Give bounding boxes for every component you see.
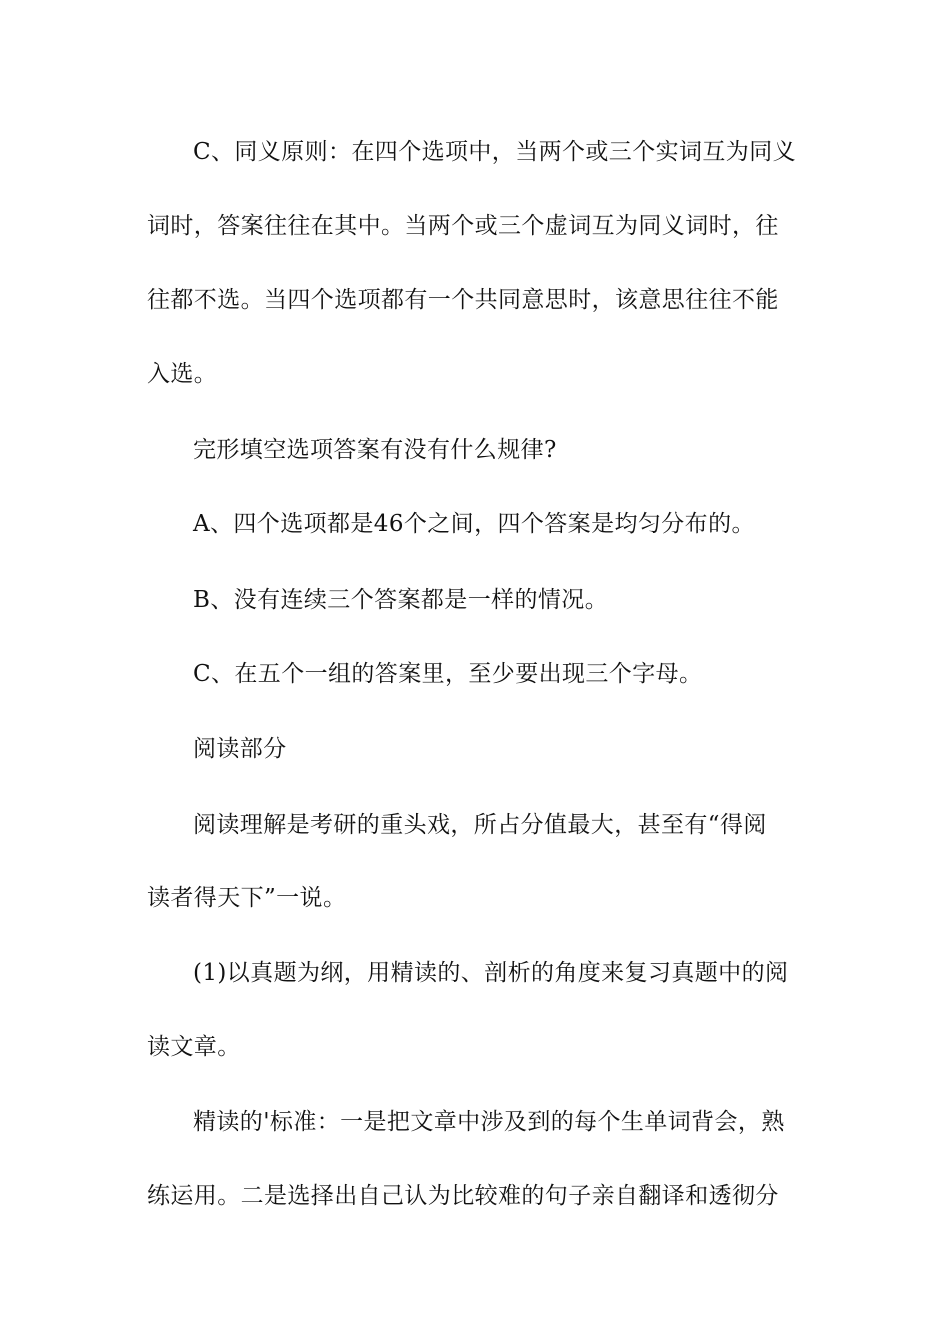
text-line: 精读的'标准：一是把文章中涉及到的每个生单词背会，熟: [193, 1109, 785, 1135]
text-line: 入选。: [147, 361, 218, 387]
text-line: 往都不选。当四个选项都有一个共同意思时，该意思往往不能: [147, 287, 779, 313]
text-line: A、四个选项都是46个之间，四个答案是均匀分布的。: [193, 511, 755, 537]
text-line: 读者得天下”一说。: [147, 885, 347, 911]
text-line: C、在五个一组的答案里，至少要出现三个字母。: [193, 661, 703, 687]
text-line: C、同义原则：在四个选项中，当两个或三个实词互为同义: [193, 139, 796, 165]
text-line: 阅读理解是考研的重头戏，所占分值最大，甚至有“得阅: [193, 812, 767, 838]
section-heading: 阅读部分: [193, 736, 287, 762]
text-line: 词时，答案往往在其中。当两个或三个虚词互为同义词时，往: [147, 213, 779, 239]
text-line: 练运用。二是选择出自己认为比较难的句子亲自翻译和透彻分: [147, 1183, 779, 1209]
text-line: 读文章。: [147, 1034, 241, 1060]
section-question: 完形填空选项答案有没有什么规律?: [193, 437, 557, 463]
text-line: B、没有连续三个答案都是一样的情况。: [193, 587, 609, 613]
text-line: (1)以真题为纲，用精读的、剖析的角度来复习真题中的阅: [193, 960, 789, 986]
